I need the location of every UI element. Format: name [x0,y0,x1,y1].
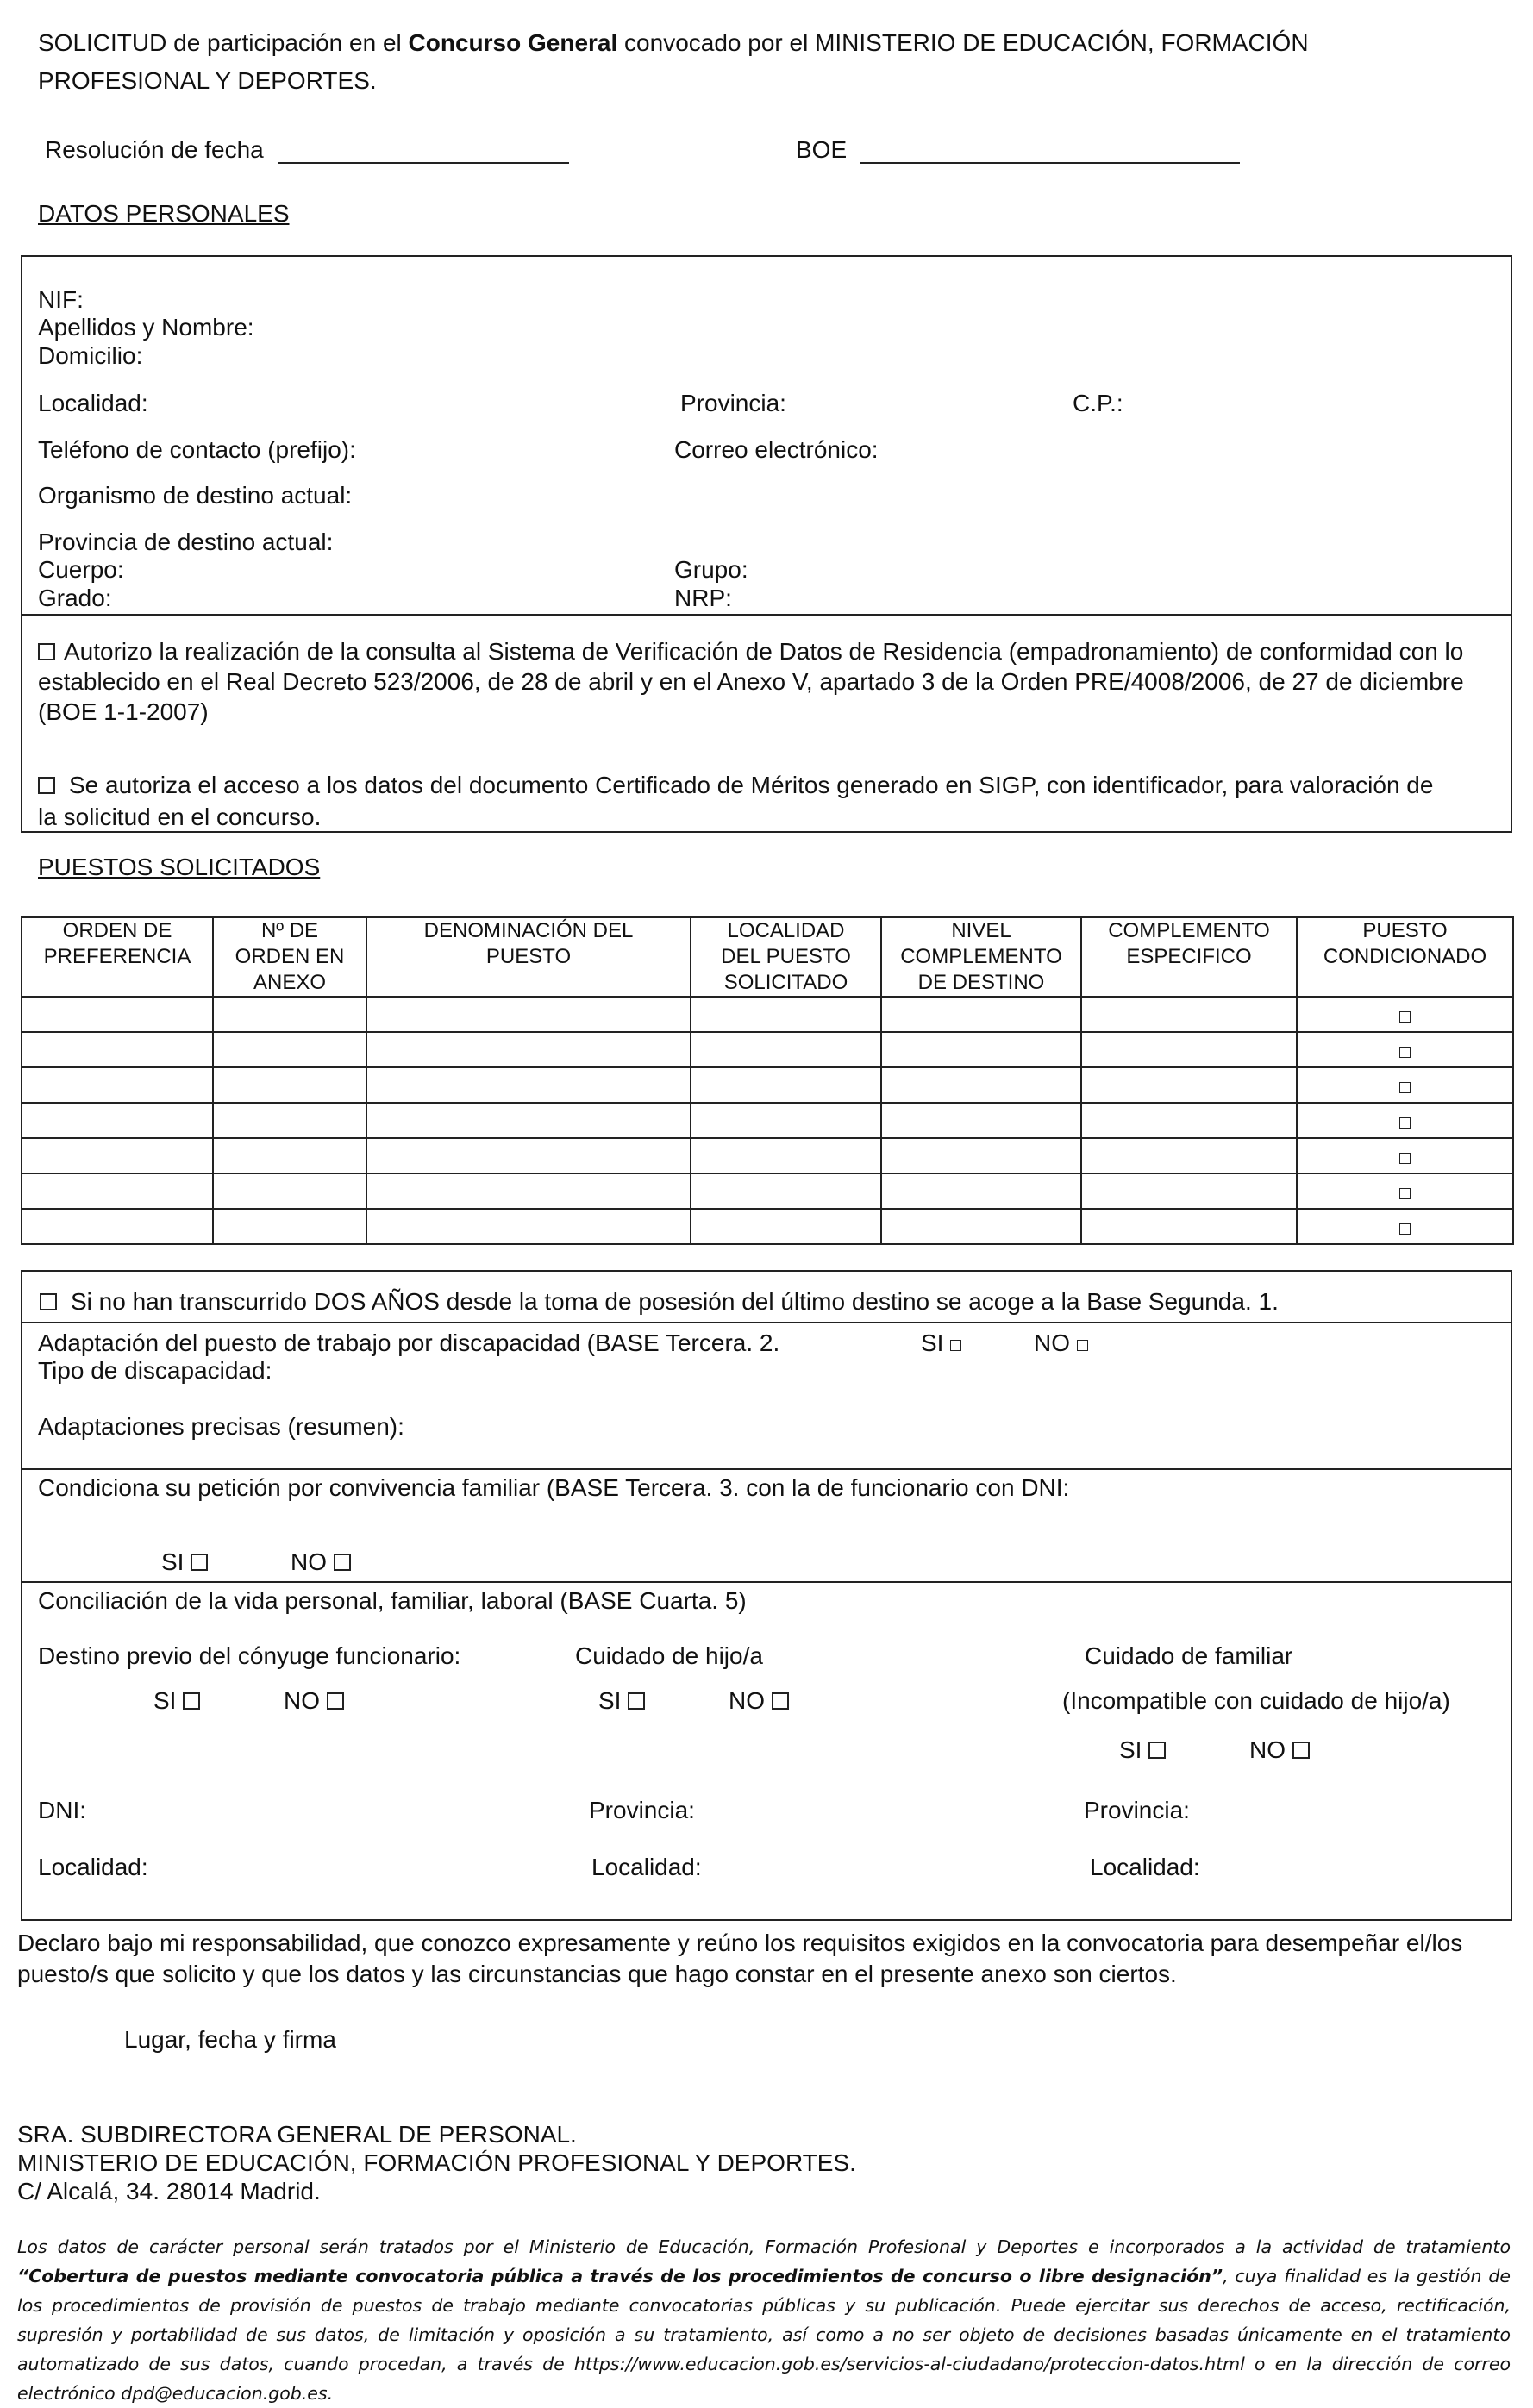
dos-anos-checkbox[interactable] [40,1293,57,1310]
table-cell[interactable] [691,1032,881,1067]
destinatario-line-3: C/ Alcalá, 34. 28014 Madrid. [17,2178,321,2205]
familiar-si-checkbox[interactable] [1148,1742,1166,1759]
table-cell[interactable] [1297,1209,1513,1244]
col-denominacion: DENOMINACIÓN DEL PUESTO [366,917,691,997]
cuidado-familiar-label: Cuidado de familiar [1085,1642,1293,1669]
lugar-fecha-firma: Lugar, fecha y firma [124,2026,336,2053]
table-cell[interactable] [881,997,1081,1032]
autorizo-checkbox[interactable] [38,643,55,660]
cuidado-hijo-label: Cuidado de hijo/a [575,1642,763,1669]
legal-notice [17,2232,1511,2408]
table-cell[interactable] [881,1138,1081,1173]
table-cell[interactable] [213,1173,366,1209]
table-cell[interactable] [1081,1173,1297,1209]
condiciones-divider-3 [21,1581,1512,1583]
table-row [22,1103,1513,1138]
col-nivel: NIVEL COMPLEMENTO DE DESTINO [881,917,1081,997]
adaptacion-no: NO [1034,1329,1088,1357]
domicilio-label: Domicilio: [38,342,143,369]
acceso-checkbox[interactable] [38,777,55,794]
grado-label: Grado: [38,585,112,611]
col-puesto-condicionado: PUESTO CONDICIONADO [1297,917,1513,997]
condiciona-label: Condiciona su petición por convivencia familiar (BASE Tercera. 3. con la de funcionario con DNI: [38,1474,1070,1501]
table-cell[interactable] [1297,997,1513,1032]
adaptacion-no-checkbox[interactable] [1077,1340,1088,1351]
acceso-text-1: Se autoriza el acceso a los datos del documento Certificado de Méritos generado en SIGP, con identificador, para valoración de [69,772,1434,798]
conyuge-si: SI [153,1687,200,1715]
table-cell[interactable] [881,1032,1081,1067]
destino-conyuge-label: Destino previo del cónyuge funcionario: [38,1642,461,1669]
condiciona-si-checkbox[interactable] [191,1554,208,1571]
table-cell[interactable] [366,997,691,1032]
provincia-destino-label: Provincia de destino actual: [38,529,334,555]
dos-anos-text: Si no han transcurrido DOS AÑOS desde la toma de posesión del último destino se acoge a la Base Segunda. 1. [71,1288,1279,1315]
table-cell[interactable] [1081,1103,1297,1138]
conciliacion-label: Conciliación de la vida personal, familiar, laboral (BASE Cuarta. 5) [38,1587,747,1614]
puesto-condicionado-checkbox[interactable] [1399,1082,1411,1093]
provincia-hijo-label: Provincia: [589,1797,695,1823]
adaptacion-si-checkbox[interactable] [950,1340,961,1351]
acceso-line-1 [38,772,1433,799]
legal-part-1: Los datos de carácter personal serán tratados por el Ministerio de Educación, Formación Profesional y Deportes e incorporados a la actividad de tratamiento [17,2236,1511,2257]
table-cell[interactable] [213,1032,366,1067]
puesto-condicionado-checkbox[interactable] [1399,1117,1411,1129]
table-row [22,1032,1513,1067]
legal-bold: “Cobertura de puestos mediante convocatoria pública a través de los procedimientos de concurso o libre designación” [17,2266,1223,2286]
table-cell[interactable] [881,1209,1081,1244]
familiar-no: NO [1249,1736,1310,1764]
table-cell[interactable] [1081,1032,1297,1067]
table-cell[interactable] [213,1067,366,1103]
destinatario-line-1: SRA. SUBDIRECTORA GENERAL DE PERSONAL. [17,2121,577,2148]
condiciones-divider-2 [21,1468,1512,1470]
boe-row [796,136,1240,164]
conyuge-no-checkbox[interactable] [327,1692,344,1710]
tipo-discapacidad-label: Tipo de discapacidad: [38,1357,272,1384]
table-cell[interactable] [1081,1209,1297,1244]
resolucion-label: Resolución de fecha [45,136,264,163]
correo-label: Correo electrónico: [674,436,879,463]
table-cell[interactable] [22,997,213,1032]
incompatible-label: (Incompatible con cuidado de hijo/a) [1062,1687,1450,1714]
table-cell[interactable] [1297,1067,1513,1103]
adaptacion-label: Adaptación del puesto de trabajo por discapacidad (BASE Tercera. 2. [38,1329,780,1356]
hijo-no-checkbox[interactable] [772,1692,789,1710]
table-cell[interactable] [366,1032,691,1067]
table-cell[interactable] [1297,1138,1513,1173]
resolucion-fecha-field[interactable] [278,140,569,164]
table-row [22,1209,1513,1244]
table-row [22,1173,1513,1209]
table-cell[interactable] [22,1209,213,1244]
apellidos-label: Apellidos y Nombre: [38,314,254,341]
cuerpo-label: Cuerpo: [38,556,124,583]
table-cell[interactable] [1081,997,1297,1032]
datos-divider [21,614,1512,616]
table-cell[interactable] [213,997,366,1032]
table-cell[interactable] [22,1032,213,1067]
intro-line-1 [38,29,1309,57]
declaracion-line-2: puesto/s que solicito y que los datos y las circunstancias que hago constar en el presente anexo son ciertos. [17,1961,1177,1987]
col-localidad: LOCALIDAD DEL PUESTO SOLICITADO [691,917,881,997]
puesto-condicionado-checkbox[interactable] [1399,1223,1411,1235]
intro-rest: convocado por el MINISTERIO DE EDUCACIÓN, FORMACIÓN [624,29,1309,56]
puestos-title: PUESTOS SOLICITADOS [38,854,321,880]
table-cell[interactable] [366,1173,691,1209]
familiar-si: SI [1119,1736,1166,1764]
col-orden-preferencia: ORDEN DE PREFERENCIA [22,917,213,997]
boe-field[interactable] [860,140,1240,164]
adaptacion-si: SI [921,1329,961,1357]
table-cell[interactable] [691,1173,881,1209]
puestos-header-row [22,917,1513,997]
table-cell[interactable] [1081,1138,1297,1173]
table-cell[interactable] [1297,1103,1513,1138]
table-cell[interactable] [22,1067,213,1103]
hijo-si: SI [598,1687,645,1715]
localidad-familiar-label: Localidad: [1090,1854,1200,1880]
table-cell[interactable] [366,1138,691,1173]
table-cell[interactable] [1081,1067,1297,1103]
autorizo-text-1: Autorizo la realización de la consulta al Sistema de Verificación de Datos de Residencia (empadronamiento) de conformidad con lo [64,638,1464,665]
autorizo-line-3: (BOE 1-1-2007) [38,698,209,725]
legal-part-2: , cuya finalidad es la gestión de los procedimientos de provisión de puestos de trabajo mediante convocatorias públicas y su publicación. Puede ejercitar sus derechos de acceso, rectificación, supresión y portabilidad de sus datos, de limitación y oposición a su tratamiento, así como a no ser objeto de decisiones basadas únicamente en el tratamiento automatizado de sus datos, cuando procedan, a través de https://www.educacion.gob.es/servicios-al-ciudadano/proteccion-datos.html o en la dirección de correo electrónico dpd@educacion.gob.es. [17,2266,1511,2404]
provincia-label: Provincia: [680,390,786,416]
table-cell[interactable] [22,1103,213,1138]
conyuge-no: NO [284,1687,344,1715]
table-cell[interactable] [881,1067,1081,1103]
table-cell[interactable] [691,1138,881,1173]
condiciona-si: SI [161,1548,208,1576]
datos-personales-title: DATOS PERSONALES [38,200,290,227]
cp-label: C.P.: [1073,390,1123,416]
provincia-familiar-label: Provincia: [1084,1797,1190,1823]
hijo-no: NO [729,1687,789,1715]
table-cell[interactable] [881,1103,1081,1138]
condiciona-no-checkbox[interactable] [334,1554,351,1571]
table-row [22,997,1513,1032]
table-cell[interactable] [366,1103,691,1138]
adaptaciones-label: Adaptaciones precisas (resumen): [38,1413,404,1440]
table-cell[interactable] [213,1103,366,1138]
condiciones-divider-1 [21,1322,1512,1323]
table-cell[interactable] [881,1173,1081,1209]
intro-prefix: SOLICITUD de participación en el [38,29,402,56]
table-cell[interactable] [22,1173,213,1209]
puesto-condicionado-checkbox[interactable] [1399,1153,1411,1164]
table-cell[interactable] [213,1209,366,1244]
familiar-no-checkbox[interactable] [1292,1742,1310,1759]
table-cell[interactable] [366,1209,691,1244]
table-cell[interactable] [691,1209,881,1244]
table-cell[interactable] [1297,1173,1513,1209]
autorizo-line-1 [38,638,1463,666]
localidad-conyuge-label: Localidad: [38,1854,148,1880]
localidad-label: Localidad: [38,390,148,416]
col-num-orden-anexo: Nº DE ORDEN EN ANEXO [213,917,366,997]
table-cell[interactable] [213,1138,366,1173]
dni-label: DNI: [38,1797,86,1823]
table-cell[interactable] [366,1067,691,1103]
boe-label: BOE [796,136,848,163]
puesto-condicionado-checkbox[interactable] [1399,1011,1411,1023]
table-cell[interactable] [1297,1032,1513,1067]
puestos-table [21,916,1514,1245]
puesto-condicionado-checkbox[interactable] [1399,1047,1411,1058]
localidad-hijo-label: Localidad: [591,1854,702,1880]
table-row [22,1138,1513,1173]
puesto-condicionado-checkbox[interactable] [1399,1188,1411,1199]
table-cell[interactable] [691,1067,881,1103]
table-cell[interactable] [691,1103,881,1138]
telefono-label: Teléfono de contacto (prefijo): [38,436,356,463]
table-cell[interactable] [22,1138,213,1173]
intro-bold: Concurso General [408,29,618,56]
nrp-label: NRP: [674,585,732,611]
table-row [22,1067,1513,1103]
grupo-label: Grupo: [674,556,748,583]
dos-anos-row [40,1288,1279,1316]
col-complemento-especifico: COMPLEMENTO ESPECIFICO [1081,917,1297,997]
nif-label: NIF: [38,286,84,313]
organismo-label: Organismo de destino actual: [38,482,353,509]
conyuge-si-checkbox[interactable] [183,1692,200,1710]
acceso-line-2: la solicitud en el concurso. [38,804,322,830]
condiciona-no: NO [291,1548,351,1576]
resolucion-row [45,136,569,164]
declaracion-line-1: Declaro bajo mi responsabilidad, que conozco expresamente y reúno los requisitos exigidos en la convocatoria para desempeñar el/los [17,1930,1463,1956]
destinatario-line-2: MINISTERIO DE EDUCACIÓN, FORMACIÓN PROFESIONAL Y DEPORTES. [17,2149,856,2176]
hijo-si-checkbox[interactable] [628,1692,645,1710]
intro-line-2: PROFESIONAL Y DEPORTES. [38,67,377,94]
table-cell[interactable] [691,997,881,1032]
autorizo-line-2: establecido en el Real Decreto 523/2006, de 28 de abril y en el Anexo V, apartado 3 de la Orden PRE/4008/2006, de 27 de diciembre [38,668,1464,695]
